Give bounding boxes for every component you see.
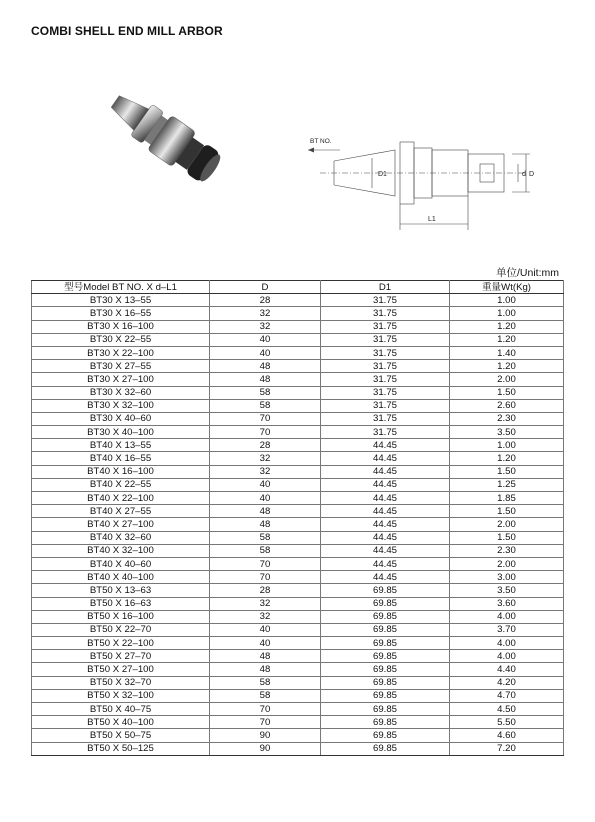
cell-model: BT40 X 27–55 — [32, 505, 210, 518]
cell-weight: 7.20 — [450, 742, 564, 755]
cell-d1: 69.85 — [321, 584, 450, 597]
table-row — [32, 465, 564, 478]
cell-d: 32 — [210, 307, 321, 320]
cell-weight: 4.50 — [450, 703, 564, 716]
label-bt-no: BT NO. — [310, 138, 332, 145]
cell-d: 70 — [210, 426, 321, 439]
cell-model: BT40 X 22–100 — [32, 492, 210, 505]
cell-d: 58 — [210, 689, 321, 702]
table-row — [32, 729, 564, 742]
table-row — [32, 399, 564, 412]
cell-d1: 69.85 — [321, 703, 450, 716]
table-row — [32, 373, 564, 386]
cell-model: BT50 X 27–100 — [32, 663, 210, 676]
cell-model: BT40 X 22–55 — [32, 478, 210, 491]
cell-d1: 69.85 — [321, 676, 450, 689]
table-row — [32, 742, 564, 755]
cell-model: BT30 X 16–55 — [32, 307, 210, 320]
cell-model: BT30 X 32–100 — [32, 399, 210, 412]
cell-d1: 69.85 — [321, 716, 450, 729]
cell-weight: 4.70 — [450, 689, 564, 702]
label-l1: L1 — [428, 216, 436, 223]
cell-d1: 69.85 — [321, 729, 450, 742]
table-row — [32, 346, 564, 359]
label-big-d: D — [529, 171, 535, 178]
cell-d: 58 — [210, 386, 321, 399]
table-row — [32, 716, 564, 729]
cell-weight: 1.00 — [450, 294, 564, 307]
table-row — [32, 610, 564, 623]
cell-model: BT30 X 22–100 — [32, 346, 210, 359]
table-row — [32, 637, 564, 650]
cell-model: BT50 X 22–70 — [32, 623, 210, 636]
cell-d: 48 — [210, 650, 321, 663]
cell-d1: 44.45 — [321, 544, 450, 557]
cell-weight: 3.60 — [450, 597, 564, 610]
table-row — [32, 544, 564, 557]
table-row — [32, 623, 564, 636]
cell-d1: 31.75 — [321, 307, 450, 320]
cell-d1: 44.45 — [321, 531, 450, 544]
cell-d: 48 — [210, 518, 321, 531]
cell-model: BT40 X 27–100 — [32, 518, 210, 531]
cell-d1: 69.85 — [321, 689, 450, 702]
cell-d: 70 — [210, 716, 321, 729]
table-row — [32, 478, 564, 491]
cell-model: BT30 X 27–55 — [32, 360, 210, 373]
table-row — [32, 531, 564, 544]
table-row — [32, 294, 564, 307]
cell-d: 32 — [210, 452, 321, 465]
cell-weight: 4.00 — [450, 610, 564, 623]
cell-model: BT40 X 16–55 — [32, 452, 210, 465]
table-row — [32, 412, 564, 425]
cell-d: 70 — [210, 703, 321, 716]
cell-d1: 69.85 — [321, 610, 450, 623]
page-title: COMBI SHELL END MILL ARBOR — [31, 24, 223, 38]
cell-model: BT40 X 16–100 — [32, 465, 210, 478]
cell-d1: 69.85 — [321, 623, 450, 636]
cell-weight: 3.50 — [450, 584, 564, 597]
cell-d: 58 — [210, 399, 321, 412]
cell-d1: 31.75 — [321, 360, 450, 373]
cell-model: BT50 X 32–70 — [32, 676, 210, 689]
cell-weight: 4.40 — [450, 663, 564, 676]
cell-d1: 44.45 — [321, 492, 450, 505]
label-small-d: d — [522, 171, 526, 178]
cell-d: 32 — [210, 610, 321, 623]
table-row — [32, 320, 564, 333]
cell-d: 28 — [210, 584, 321, 597]
cell-weight: 1.85 — [450, 492, 564, 505]
cell-d: 40 — [210, 346, 321, 359]
cell-weight: 1.00 — [450, 439, 564, 452]
table-row — [32, 426, 564, 439]
cell-weight: 1.50 — [450, 505, 564, 518]
cell-weight: 1.20 — [450, 452, 564, 465]
arbor-technical-drawing — [300, 128, 555, 238]
cell-weight: 3.00 — [450, 571, 564, 584]
cell-d1: 31.75 — [321, 320, 450, 333]
cell-model: BT50 X 32–100 — [32, 689, 210, 702]
cell-d1: 44.45 — [321, 505, 450, 518]
table-row — [32, 307, 564, 320]
cell-model: BT30 X 40–100 — [32, 426, 210, 439]
cell-d1: 44.45 — [321, 557, 450, 570]
cell-d1: 44.45 — [321, 465, 450, 478]
cell-weight: 4.00 — [450, 637, 564, 650]
cell-model: BT40 X 13–55 — [32, 439, 210, 452]
table-row — [32, 360, 564, 373]
cell-d1: 31.75 — [321, 386, 450, 399]
cell-weight: 4.60 — [450, 729, 564, 742]
table-header-row — [32, 281, 564, 294]
cell-d: 70 — [210, 571, 321, 584]
header-d1: D1 — [321, 281, 450, 294]
cell-model: BT30 X 13–55 — [32, 294, 210, 307]
cell-d: 58 — [210, 676, 321, 689]
cell-d1: 69.85 — [321, 663, 450, 676]
cell-d: 70 — [210, 557, 321, 570]
header-model: 型号Model BT NO. X d–L1 — [32, 281, 210, 294]
cell-d: 40 — [210, 623, 321, 636]
cell-weight: 4.20 — [450, 676, 564, 689]
cell-d: 28 — [210, 439, 321, 452]
cell-d1: 69.85 — [321, 637, 450, 650]
cell-d1: 69.85 — [321, 742, 450, 755]
cell-weight: 1.20 — [450, 320, 564, 333]
cell-d1: 69.85 — [321, 650, 450, 663]
table-row — [32, 557, 564, 570]
cell-weight: 1.00 — [450, 307, 564, 320]
cell-model: BT50 X 40–75 — [32, 703, 210, 716]
table-row — [32, 703, 564, 716]
cell-d: 40 — [210, 492, 321, 505]
cell-d1: 31.75 — [321, 346, 450, 359]
label-d1: D1 — [378, 171, 387, 178]
cell-model: BT50 X 40–100 — [32, 716, 210, 729]
table-row — [32, 333, 564, 346]
cell-weight: 2.30 — [450, 544, 564, 557]
table-row — [32, 676, 564, 689]
cell-weight: 1.25 — [450, 478, 564, 491]
cell-d: 48 — [210, 360, 321, 373]
cell-d: 40 — [210, 637, 321, 650]
cell-d1: 44.45 — [321, 478, 450, 491]
cell-model: BT50 X 50–75 — [32, 729, 210, 742]
table-row — [32, 571, 564, 584]
cell-weight: 3.70 — [450, 623, 564, 636]
cell-d1: 69.85 — [321, 597, 450, 610]
table-row — [32, 439, 564, 452]
cell-d1: 31.75 — [321, 333, 450, 346]
cell-model: BT50 X 13–63 — [32, 584, 210, 597]
table-row — [32, 663, 564, 676]
table-row — [32, 386, 564, 399]
cell-d: 40 — [210, 478, 321, 491]
cell-model: BT50 X 16–100 — [32, 610, 210, 623]
cell-d: 32 — [210, 465, 321, 478]
cell-model: BT30 X 27–100 — [32, 373, 210, 386]
cell-d1: 31.75 — [321, 426, 450, 439]
table-row — [32, 650, 564, 663]
cell-weight: 1.20 — [450, 360, 564, 373]
cell-weight: 2.00 — [450, 373, 564, 386]
table-row — [32, 505, 564, 518]
cell-d: 48 — [210, 373, 321, 386]
cell-d: 28 — [210, 294, 321, 307]
cell-weight: 3.50 — [450, 426, 564, 439]
cell-d1: 31.75 — [321, 294, 450, 307]
cell-weight: 1.50 — [450, 531, 564, 544]
cell-weight: 1.20 — [450, 333, 564, 346]
cell-d1: 44.45 — [321, 571, 450, 584]
cell-d: 58 — [210, 531, 321, 544]
table-row — [32, 452, 564, 465]
cell-model: BT50 X 50–125 — [32, 742, 210, 755]
cell-weight: 1.50 — [450, 465, 564, 478]
cell-weight: 2.00 — [450, 518, 564, 531]
cell-d1: 44.45 — [321, 439, 450, 452]
table-row — [32, 689, 564, 702]
arbor-photo — [96, 82, 236, 192]
cell-model: BT30 X 22–55 — [32, 333, 210, 346]
cell-d1: 31.75 — [321, 412, 450, 425]
cell-d1: 44.45 — [321, 518, 450, 531]
cell-model: BT40 X 32–100 — [32, 544, 210, 557]
cell-d: 58 — [210, 544, 321, 557]
cell-model: BT30 X 32–60 — [32, 386, 210, 399]
cell-d: 32 — [210, 597, 321, 610]
table-row — [32, 584, 564, 597]
cell-model: BT30 X 16–100 — [32, 320, 210, 333]
cell-model: BT50 X 16–63 — [32, 597, 210, 610]
cell-d: 90 — [210, 729, 321, 742]
cell-d1: 31.75 — [321, 373, 450, 386]
cell-d: 48 — [210, 505, 321, 518]
table-row — [32, 518, 564, 531]
header-weight: 重量Wt(Kg) — [450, 281, 564, 294]
cell-weight: 5.50 — [450, 716, 564, 729]
cell-model: BT40 X 40–100 — [32, 571, 210, 584]
table-body — [32, 294, 564, 756]
cell-model: BT30 X 40–60 — [32, 412, 210, 425]
cell-d: 32 — [210, 320, 321, 333]
cell-weight: 4.00 — [450, 650, 564, 663]
cell-model: BT40 X 32–60 — [32, 531, 210, 544]
cell-d: 70 — [210, 412, 321, 425]
unit-label: 单位/Unit:mm — [496, 267, 559, 279]
cell-weight: 1.40 — [450, 346, 564, 359]
table-row — [32, 597, 564, 610]
cell-weight: 1.50 — [450, 386, 564, 399]
cell-d: 40 — [210, 333, 321, 346]
table-row — [32, 492, 564, 505]
cell-model: BT50 X 22–100 — [32, 637, 210, 650]
cell-d: 90 — [210, 742, 321, 755]
header-d: D — [210, 281, 321, 294]
cell-model: BT50 X 27–70 — [32, 650, 210, 663]
cell-weight: 2.00 — [450, 557, 564, 570]
cell-model: BT40 X 40–60 — [32, 557, 210, 570]
spec-table — [31, 280, 564, 756]
cell-weight: 2.60 — [450, 399, 564, 412]
cell-d: 48 — [210, 663, 321, 676]
cell-weight: 2.30 — [450, 412, 564, 425]
cell-d1: 44.45 — [321, 452, 450, 465]
cell-d1: 31.75 — [321, 399, 450, 412]
